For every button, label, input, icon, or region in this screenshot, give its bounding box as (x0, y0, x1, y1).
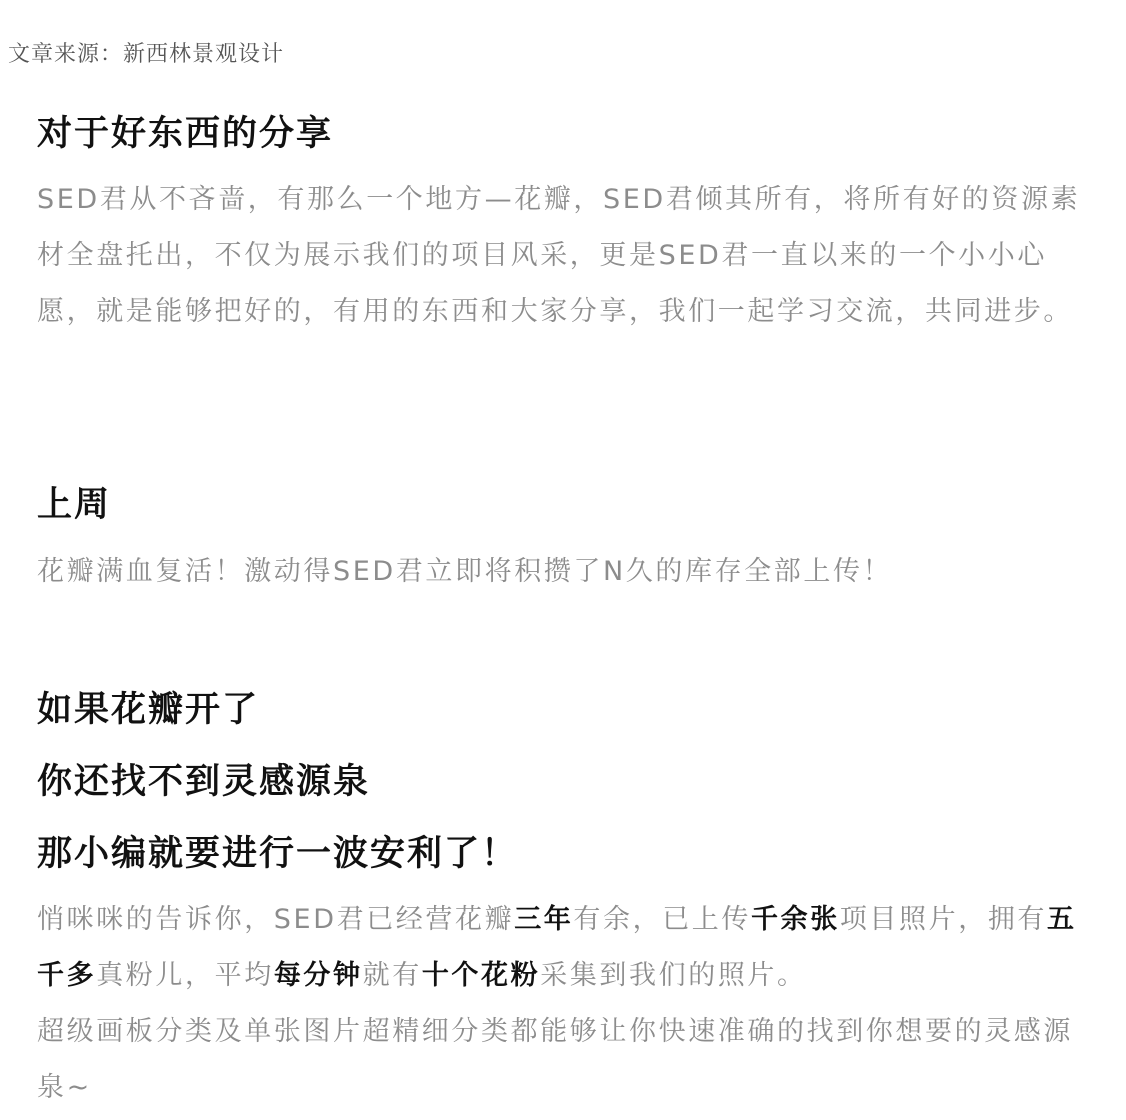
stats-text: 悄咪咪的告诉你，SED君已经营花瓣 (37, 904, 515, 935)
section-paragraph-stats (37, 892, 1087, 1004)
section-heading-line-3: 那小编就要进行一波安利了！ (37, 834, 519, 874)
stats-text: 就有 (362, 960, 422, 991)
stats-text: 项目照片，拥有 (839, 904, 1048, 935)
section-heading-line-1: 如果花瓣开了 (37, 690, 260, 730)
section-paragraph-last-week: 花瓣满血复活！激动得SED君立即将积攒了N久的库存全部上传！ (37, 556, 893, 587)
stats-text: 有余，已上传 (573, 904, 752, 935)
section-heading-sharing: 对于好东西的分享 (37, 114, 334, 154)
stats-highlight-years: 三年 (514, 904, 574, 935)
article-source: 文章来源：新西林景观设计 (8, 42, 285, 67)
section-paragraph-categories: 超级画板分类及单张图片超精细分类都能够让你快速准确的找到你想要的灵感源泉~ (37, 1016, 1073, 1103)
section-heading-last-week: 上周 (37, 485, 112, 525)
stats-text: 真粉儿，平均 (96, 960, 274, 991)
section-paragraph-sharing: SED君从不吝啬，有那么一个地方—花瓣，SED君倾其所有，将所有好的资源素材全盘托出，不仅为展示我们的项目风采，更是SED君一直以来的一个小小心愿，就是能够把好的，有用的东西和大家分享，我们一起学习交流，共同进步。 (37, 184, 1081, 327)
section-heading-line-2: 你还找不到灵感源泉 (37, 762, 371, 802)
stats-highlight-per-minute: 每分钟 (273, 960, 363, 991)
stats-highlight-photos: 千余张 (751, 904, 840, 935)
stats-highlight-collectors: 十个花粉 (421, 960, 541, 991)
stats-highlight-fans: 五千多 (37, 904, 1077, 991)
stats-text: 采集到我们的照片。 (540, 960, 807, 991)
